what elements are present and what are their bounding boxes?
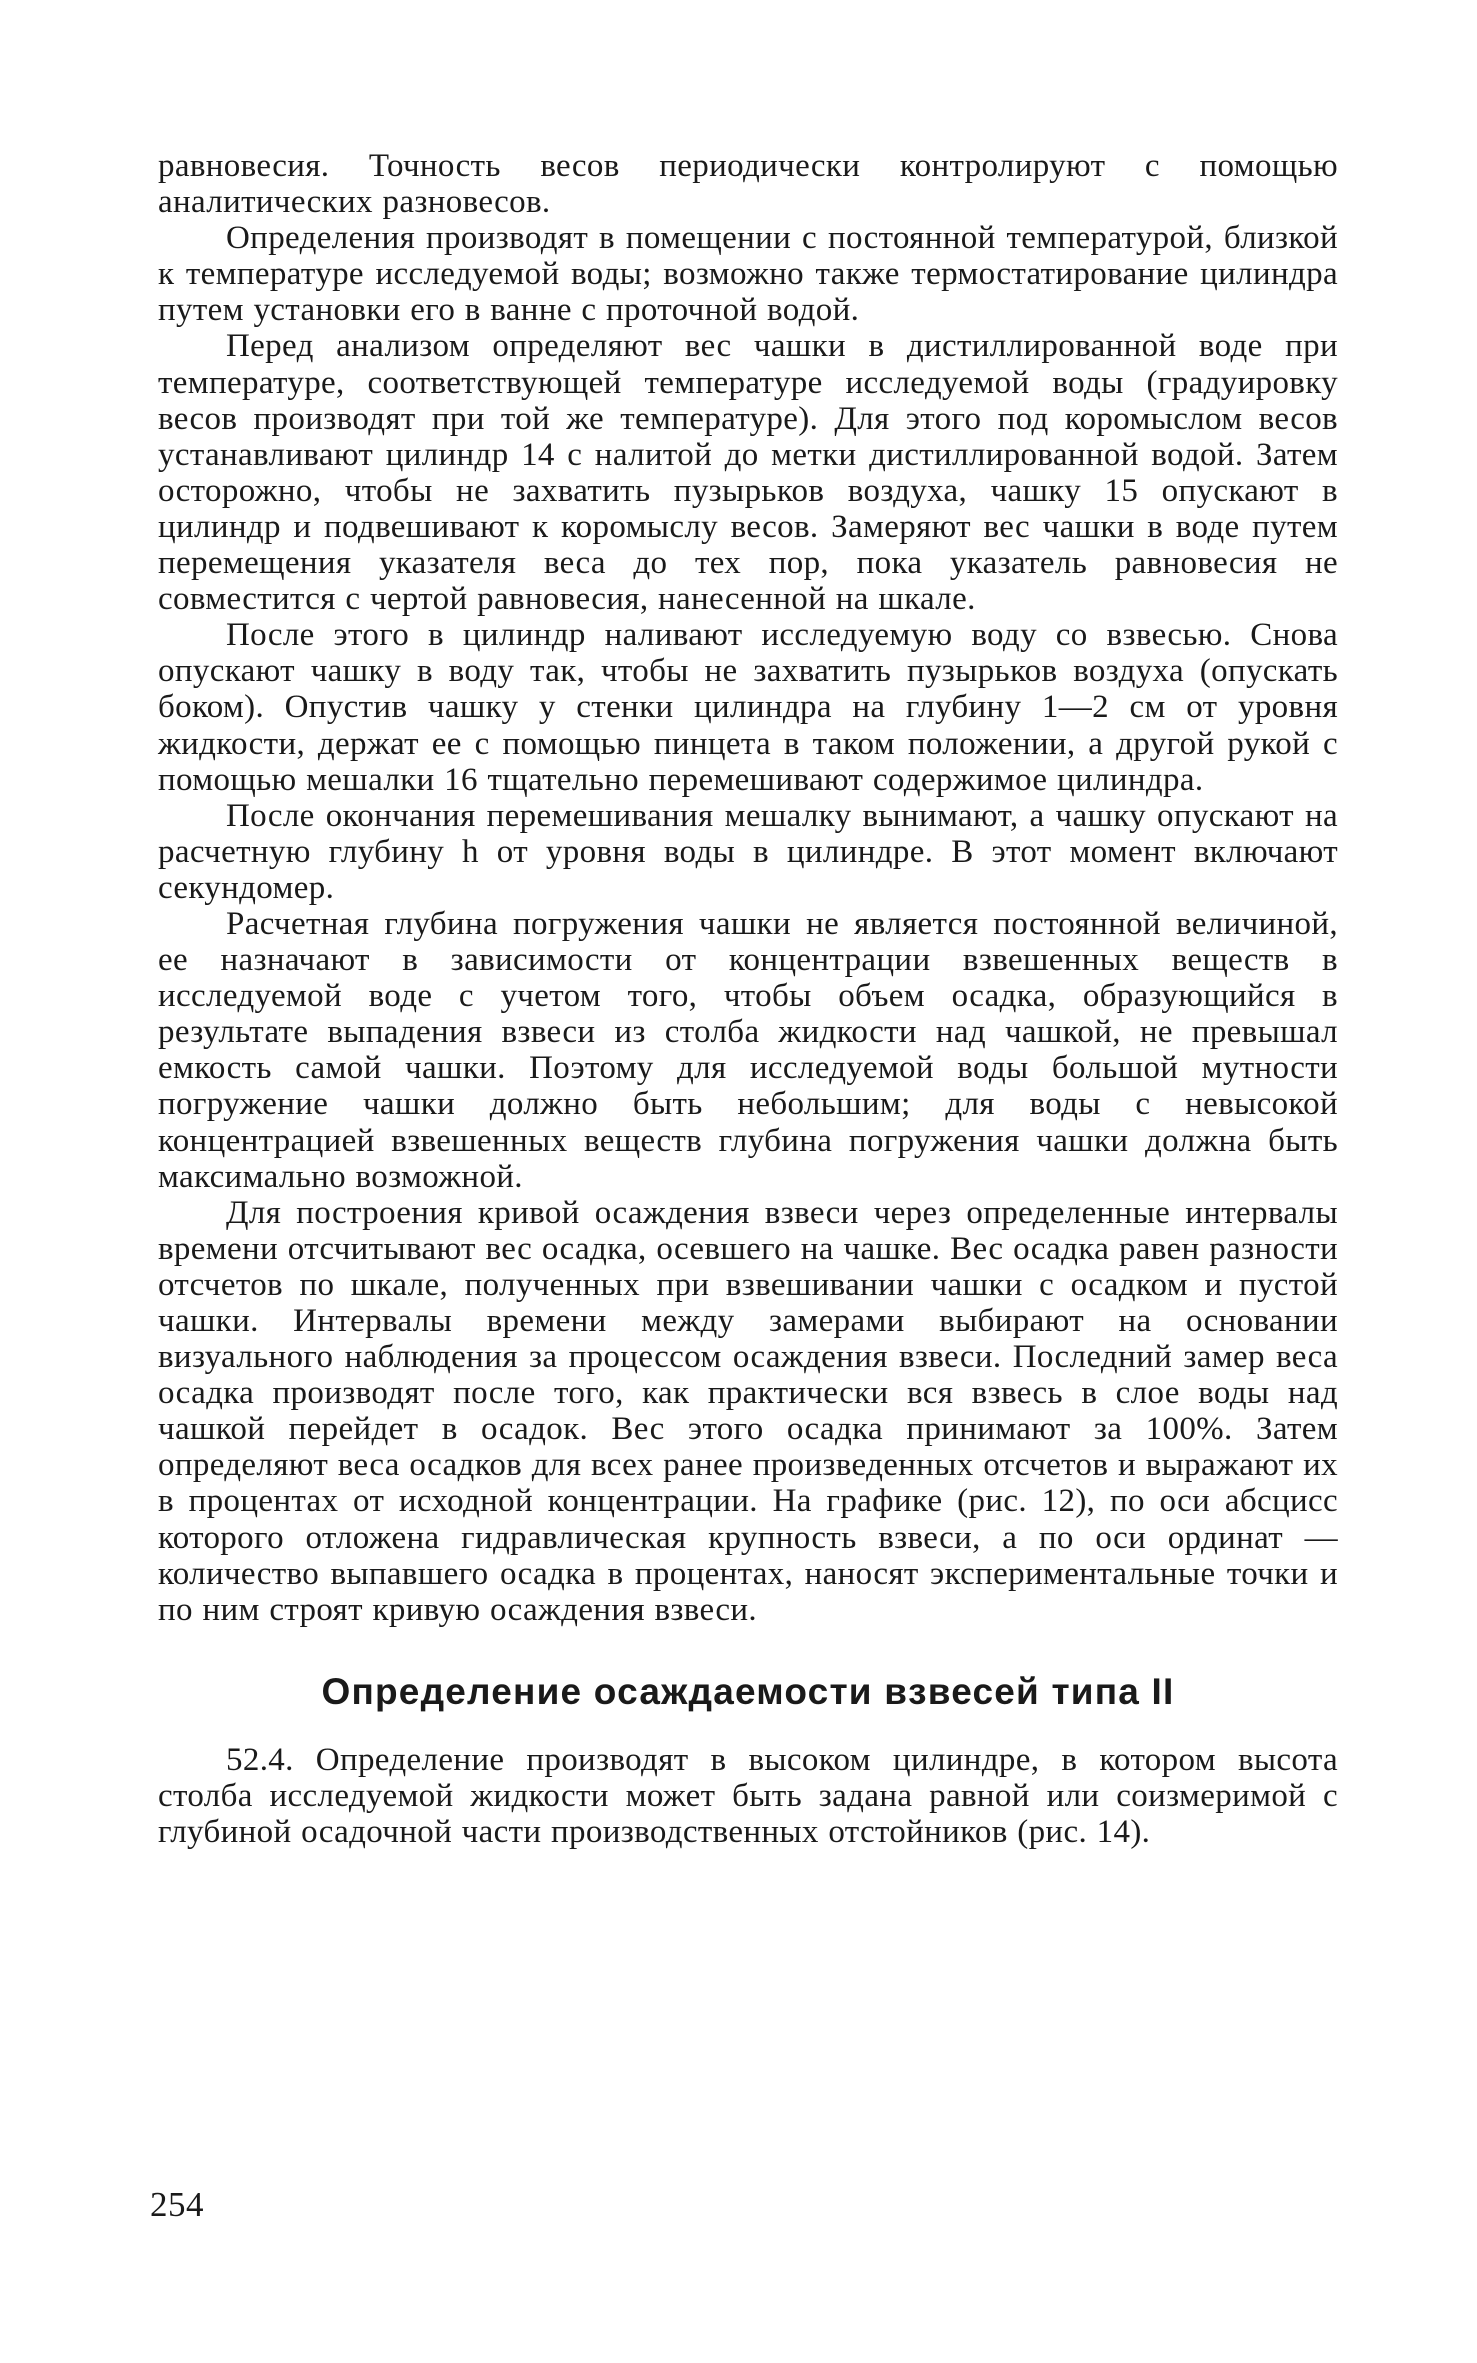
paragraph-2: Определения производят в помещении с постоянной температурой, близкой к температуре исследуемой воды; возможно также термостатирование цилиндра путем установки его в ванне с проточной водой. [158,220,1338,329]
paragraph-8: 52.4. Определение производят в высоком цилиндре, в котором высота столба исследуемой жидкости может быть задана равной или соизмеримой с глубиной осадочной части производственных отстойников (рис. 14). [158,1741,1338,1851]
page-number: 254 [150,2185,204,2224]
paragraph-1: равновесия. Точность весов периодически контролируют с помощью аналитических разновесов. [158,148,1338,221]
paragraph-3: Перед анализом определяют вес чашки в дистиллированной воде при температуре, соответствующей температуре исследуемой воды (градуировку весов производят при той же температуре). Для этого под коромыслом весов устанавливают цилиндр 14 с налитой до метки дистиллированной водой. Затем осторожно, чтобы не захватить пузырьков воздуха, чашку 15 опускают в цилиндр и подвешивают к коромыслу весов. Замеряют вес чашки в воде путем перемещения указателя веса до тех пор, пока указатель равновесия не совместится с чертой равновесия, нанесенной на шкале. [158,328,1338,618]
paragraph-7: Для построения кривой осаждения взвеси через определенные интервалы времени отсчитывают вес осадка, осевшего на чашке. Вес осадка равен разности отсчетов по шкале, полученных при взвешивании чашки с осадком и пустой чашки. Интервалы времени между замерами выбирают на основании визуального наблюдения за процессом осаждения взвеси. Последний замер веса осадка производят после того, как практически вся взвесь в слое воды над чашкой перейдет в осадок. Вес этого осадка принимают за 100%. Затем определяют веса осадков для всех ранее произведенных отсчетов и выражают их в процентах от исходной концентрации. На графике (рис. 12), по оси абсцисс которого отложена гидравлическая крупность взвеси, а по оси ординат — количество выпавшего осадка в процентах, наносят экспериментальные точки и по ним строят кривую осаждения взвеси. [158,1194,1338,1628]
paragraph-6: Расчетная глубина погружения чашки не является постоянной величиной, ее назначают в зависимости от концентрации взвешенных веществ в исследуемой воде с учетом того, чтобы объем осадка, образующийся в результате выпадения взвеси из столба жидкости над чашкой, не превышал емкость самой чашки. Поэтому для исследуемой воды большой мутности погружение чашки должно быть небольшим; для воды с невысокой концентрацией взвешенных веществ глубина погружения чашки должна быть максимально возможной. [158,905,1338,1195]
page-body [158,148,1338,1850]
paragraph-5: После окончания перемешивания мешалку вынимают, а чашку опускают на расчетную глубину h от уровня воды в цилиндре. В этот момент включают секундомер. [158,797,1338,906]
section-heading: Определение осаждаемости взвесей типа II [321,1670,1175,1712]
paragraph-4: После этого в цилиндр наливают исследуемую воду со взвесью. Снова опускают чашку в воду так, чтобы не захватить пузырьков воздуха (опускать боком). Опустив чашку у стенки цилиндра на глубину 1—2 см от уровня жидкости, держат ее с помощью пинцета в таком положении, а другой рукой с помощью мешалки 16 тщательно перемешивают содержимое цилиндра. [158,617,1338,798]
